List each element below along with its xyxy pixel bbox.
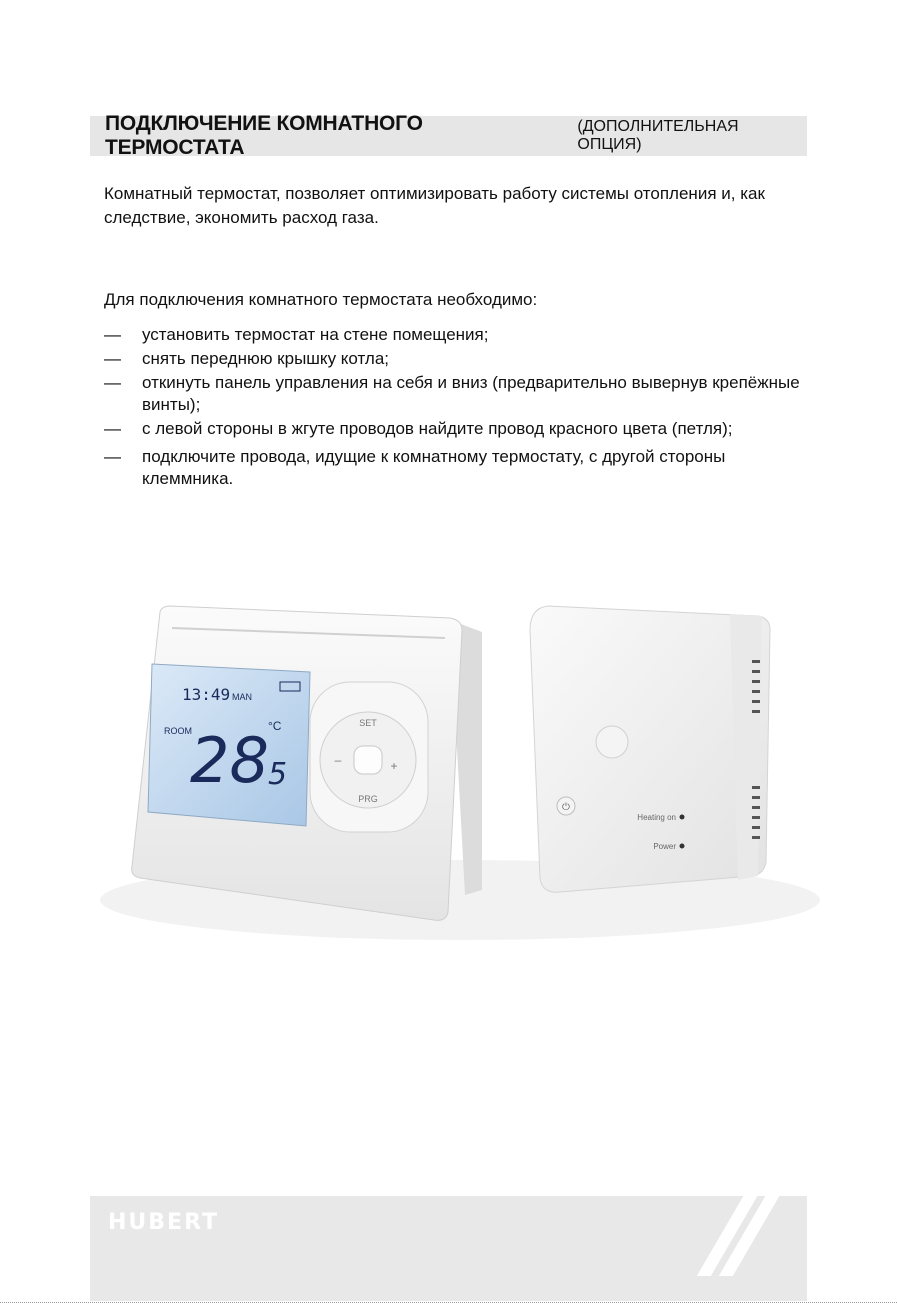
temperature-integer: 28 [190,724,269,797]
footer-band [90,1196,807,1301]
list-item [104,324,804,346]
decorative-stripes [677,1176,807,1276]
pair-button[interactable] [596,726,628,758]
center-button[interactable] [354,746,382,774]
section-title-bar [90,112,807,159]
minus-label: – [334,753,342,767]
list-item [104,418,804,440]
heating-indicator-label: Heating on [637,813,676,822]
list-item [104,372,804,416]
thermostat-photo [90,600,830,940]
dash-bullet: — [104,419,121,438]
section-title: ПОДКЛЮЧЕНИЕ КОМНАТНОГО ТЕРМОСТАТА [105,112,423,159]
page-edge-line [0,1302,897,1303]
heating-led [680,815,685,820]
brand-logo: HUBERT [108,1210,220,1235]
plus-label: + [390,759,398,773]
intro-paragraph: Комнатный термостат, позволяет оптимизировать работу системы отопления и, как следствие, экономить расход газа. [104,184,765,227]
dash-bullet: — [104,373,121,392]
zone-readout: ROOM [164,726,192,736]
step-text: подключите провода, идущие к комнатному термостату, с другой стороны клеммника. [142,447,726,488]
step-text: с левой стороны в жгуте проводов найдите провод красного цвета (петля); [142,419,733,438]
section-subtitle: (ДОПОЛНИТЕЛЬНАЯ ОПЦИЯ) [577,118,739,153]
power-indicator-label: Power [653,842,676,851]
step-text: установить термостат на стене помещения; [142,325,489,344]
mode-readout: MAN [232,692,252,702]
power-icon: ⏻ [562,802,570,813]
step-text: снять переднюю крышку котла; [142,349,390,368]
list-item [104,446,804,490]
instructions-lead: Для подключения комнатного термостата необходимо: [104,290,538,309]
temperature-unit: °C [268,719,282,733]
dash-bullet: — [104,325,121,344]
temperature-decimal: 5 [268,757,288,792]
instruction-list [104,324,804,492]
dash-bullet: — [104,349,121,368]
power-led [680,844,685,849]
prg-label: PRG [358,794,378,804]
time-readout: 13:49 [182,685,231,704]
step-text: откинуть панель управления на себя и вниз (предварительно вывернув крепёжные винты); [142,373,800,414]
set-label: SET [359,718,377,728]
list-item [104,348,804,370]
dash-bullet: — [104,447,121,466]
